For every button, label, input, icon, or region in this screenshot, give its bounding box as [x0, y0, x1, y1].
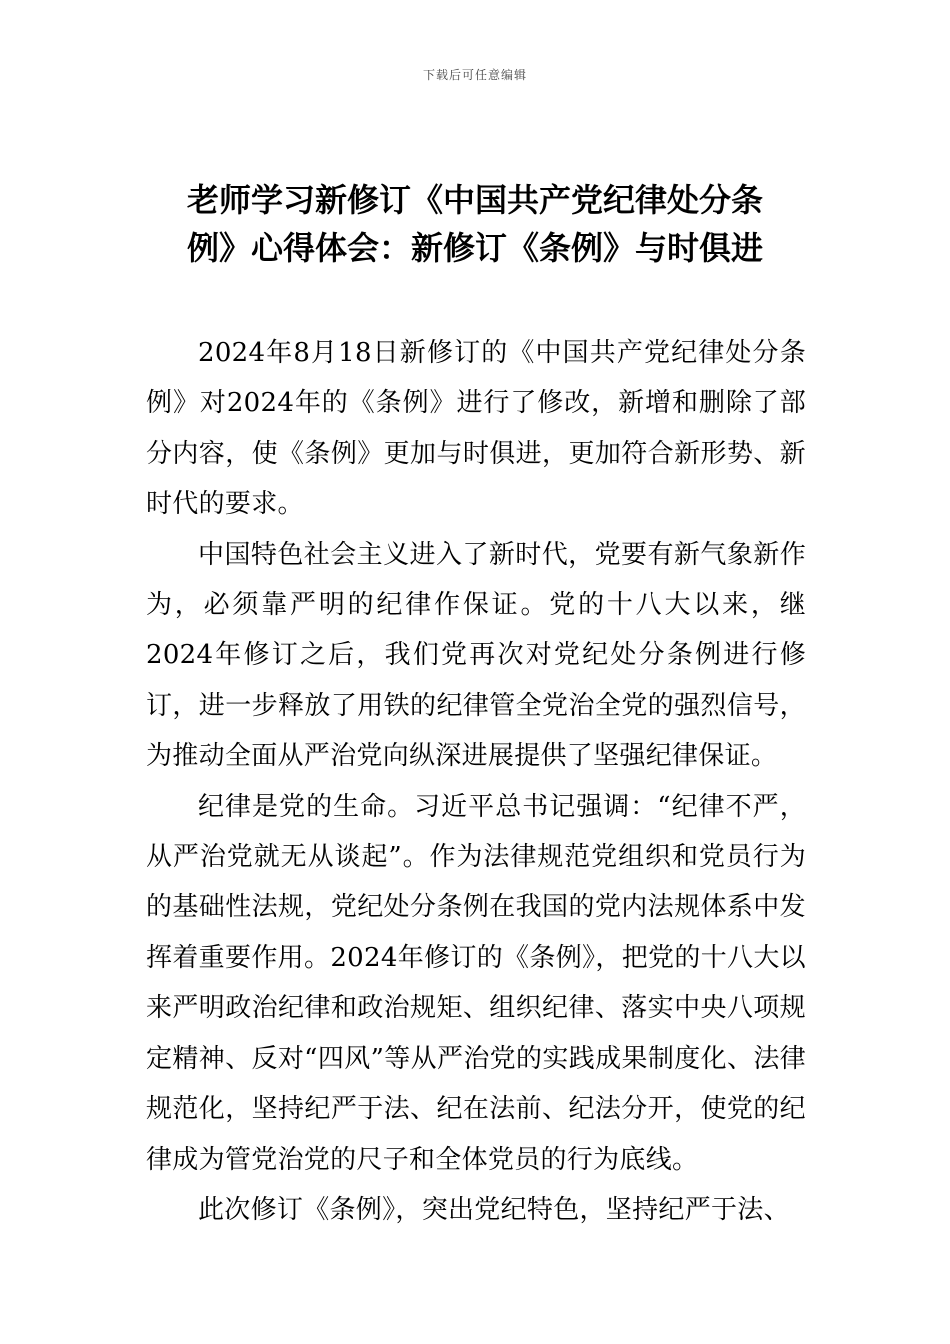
paragraph-4: 此次修订《条例》，突出党纪特色，坚持纪严于法、 [198, 1194, 790, 1225]
title-line-2: 例》心得体会：新修订《条例》与时俱进 [186, 229, 763, 267]
title-line-1: 老师学习新修订《中国共产党纪律处分条 [186, 181, 763, 219]
paragraph-2: 中国特色社会主义进入了新时代，党要有新气象新作为，必须靠严明的纪律作保证。党的十八大以来，继2024年修订之后，我们党再次对党纪处分条例进行修订，进一步释放了用铁的纪律管全党治全党的强烈信号，为推动全面从严治党向纵深进展提供了坚强纪律保证。 [146, 539, 806, 772]
header-note: 下载后可任意编辑 [422, 68, 527, 82]
paragraph-1: 2024年8月18日新修订的《中国共产党纪律处分条例》对2024年的《条例》进行了修改，新增和删除了部分内容，使《条例》更加与时俱进，更加符合新形势、新时代的要求。 [146, 338, 806, 520]
paragraph-3: 纪律是党的生命。习近平总书记强调：“纪律不严，从严治党就无从谈起”。作为法律规范党组织和党员行为的基础性法规，党纪处分条例在我国的党内法规体系中发挥着重要作用。2024年修订的《条例》，把党的十八大以来严明政治纪律和政治规矩、组织纪律、落实中央八项规定精神、反对“四风”等从严治党的实践成果制度化、法律规范化，坚持纪严于法、纪在法前、纪法分开，使党的纪律成为管党治党的尺子和全体党员的行为底线。 [146, 791, 806, 1175]
document-title [148, 176, 802, 272]
document-body [146, 328, 806, 1235]
